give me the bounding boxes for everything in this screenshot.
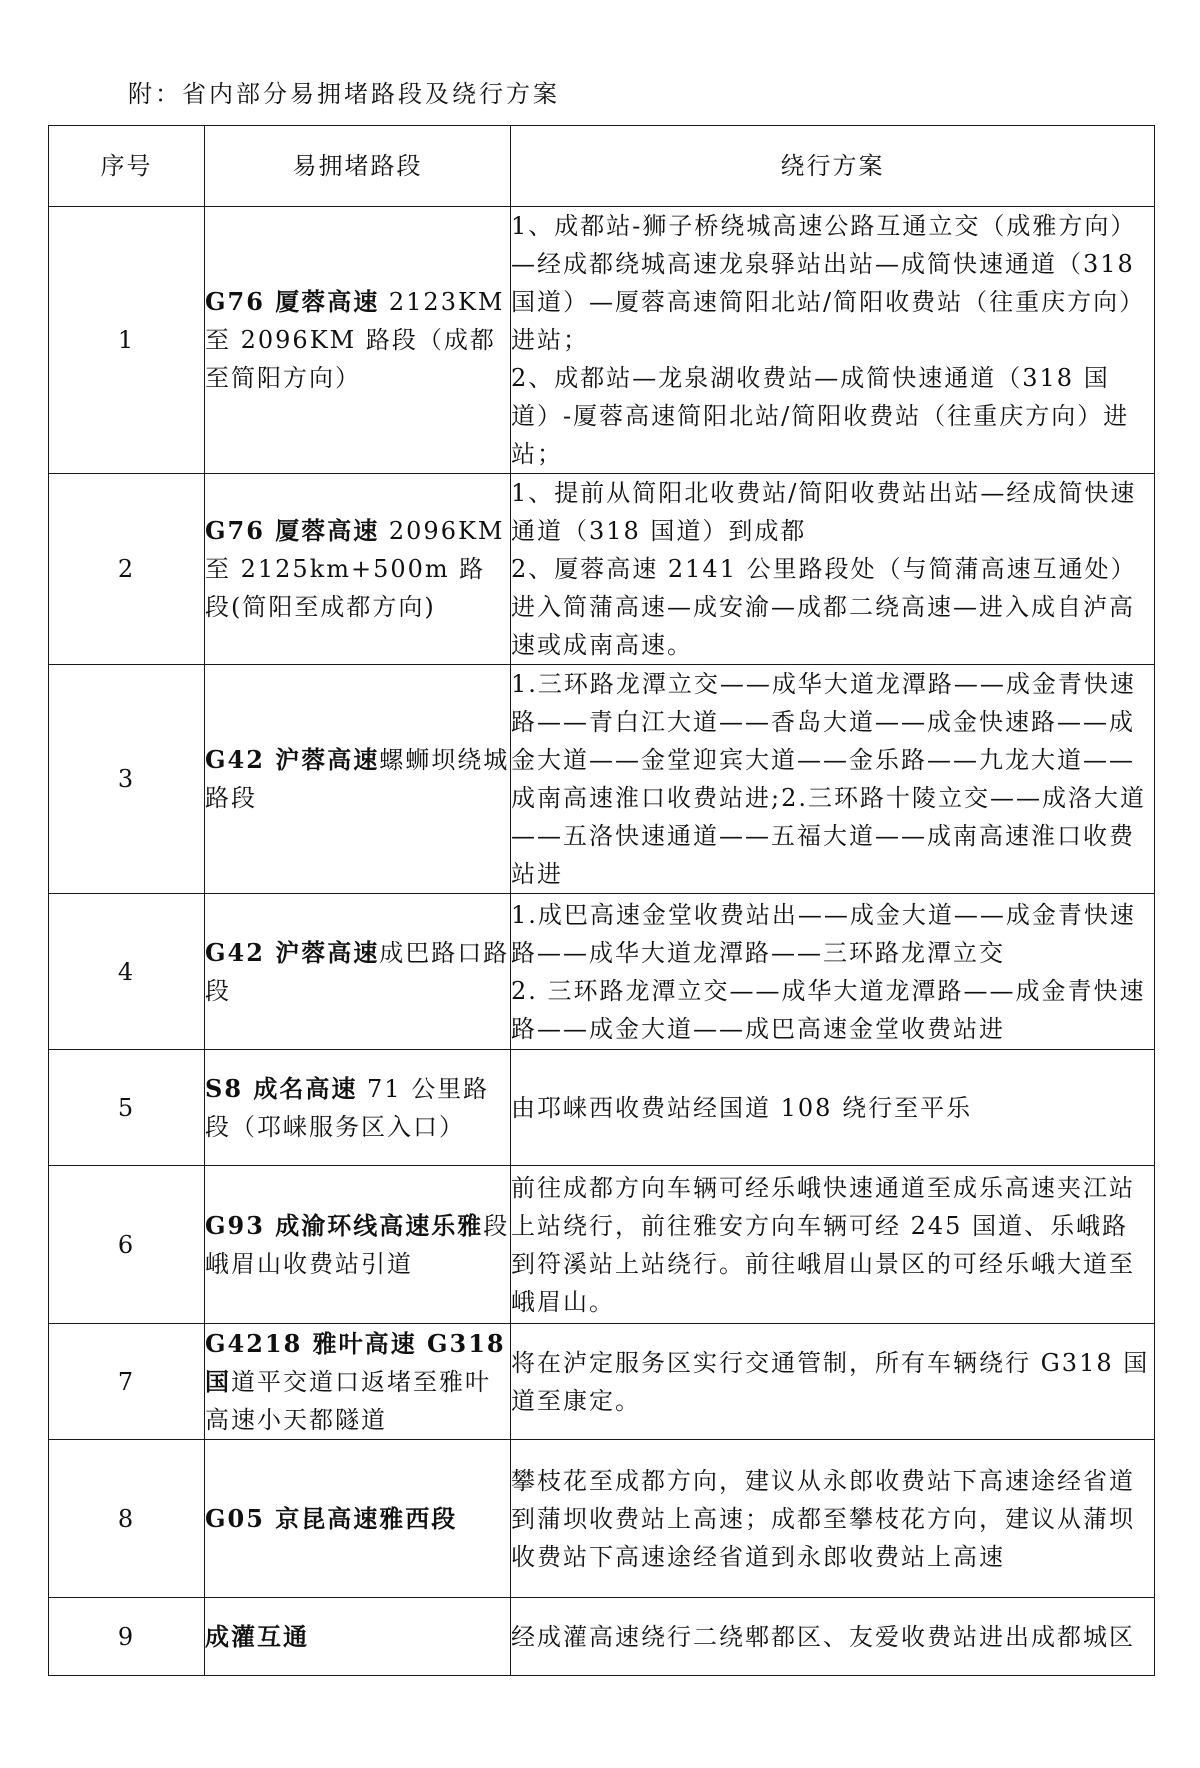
row-number: 8 [49, 1440, 205, 1598]
detour-plan [511, 665, 1155, 894]
detour-plan [511, 474, 1155, 665]
congested-segment [205, 665, 511, 894]
congested-segment [205, 474, 511, 665]
row-number: 2 [49, 474, 205, 665]
road-name: G76 厦蓉高速 [205, 516, 380, 545]
road-name: S8 成名高速 [205, 1073, 358, 1103]
detour-plan [511, 207, 1155, 474]
plan-step: 2. 三环路龙潭立交——成华大道龙潭路——成金青快速路——成金大道——成巴高速金堂收费站进 [511, 976, 1146, 1043]
table-row [49, 1440, 1155, 1598]
congested-segment [205, 1166, 511, 1324]
row-number: 5 [49, 1050, 205, 1166]
congested-segment [205, 1324, 511, 1440]
congested-segment [205, 1598, 511, 1676]
segment-detail: 2096KM 至 2125km+500m 路段(简阳至成都方向) [205, 517, 505, 621]
table-row [49, 474, 1155, 665]
segment-detail: 成巴路口路段 [205, 938, 510, 1005]
table-row [49, 1166, 1155, 1324]
road-name: G93 成渝环线高速乐雅 [205, 1210, 484, 1240]
row-number: 9 [49, 1598, 205, 1676]
table-row [49, 207, 1155, 474]
plan-step: 前往成都方向车辆可经乐峨快速通道至成乐高速夹江站上站绕行，前往雅安方向车辆可经 245 国道、乐峨路到符溪站上站绕行。前往峨眉山景区的可经乐峨大道至峨眉山。 [511, 1173, 1135, 1316]
header-no: 序号 [49, 126, 205, 207]
road-name: G05 京昆高速雅西段 [205, 1503, 458, 1533]
congested-segment [205, 1440, 511, 1598]
detour-plan [511, 1440, 1155, 1598]
row-number: 3 [49, 665, 205, 894]
road-name: 成灌互通 [205, 1621, 309, 1651]
row-number: 1 [49, 207, 205, 474]
segment-detail: 段峨眉山收费站引道 [205, 1211, 510, 1278]
road-name: G42 沪蓉高速 [205, 937, 380, 967]
plan-step: 经成灌高速绕行二绕郫都区、友爱收费站进出成都城区 [511, 1622, 1135, 1651]
plan-step: 攀枝花至成都方向，建议从永郎收费站下高速途经省道到蒲坝收费站上高速；成都至攀枝花方向，建议从蒲坝收费站下高速途经省道到永郎收费站上高速 [511, 1466, 1135, 1571]
plan-step: 1、提前从简阳北收费站/简阳收费站出站—经成简快速通道（318 国道）到成都 [511, 479, 1137, 545]
congested-segment [205, 207, 511, 474]
detour-plan-table [48, 125, 1155, 1676]
plan-step: 2、厦蓉高速 2141 公里路段处（与简蒲高速互通处）进入简蒲高速—成安渝—成都二绕高速—进入成自泸高速或成南高速。 [511, 555, 1137, 659]
row-number: 4 [49, 894, 205, 1050]
segment-detail: 道平交道口返堵至雅叶高速小天都隧道 [205, 1367, 491, 1434]
plan-step: 将在泸定服务区实行交通管制，所有车辆绕行 G318 国道至康定。 [511, 1348, 1150, 1415]
table-row [49, 665, 1155, 894]
plan-step: 1.三环路龙潭立交——成华大道龙潭路——成金青快速路——青白江大道——香岛大道——成金快速路——成金大道——金堂迎宾大道——金乐路——九龙大道——成南高速淮口收费站进;2.三环路十陵立交——成洛大道——五洛快速通道——五福大道——成南高速淮口收费站进 [511, 670, 1146, 888]
row-number: 7 [49, 1324, 205, 1440]
congested-segment [205, 1050, 511, 1166]
row-number: 6 [49, 1166, 205, 1324]
plan-step: 1.成巴高速金堂收费站出——成金大道——成金青快速路——成华大道龙潭路——三环路龙潭立交 [511, 900, 1136, 967]
table-row [49, 1324, 1155, 1440]
plan-step: 1、成都站-狮子桥绕城高速公路互通立交（成雅方向）—经成都绕城高速龙泉驿站出站—成简快速通道（318 国道）—厦蓉高速简阳北站/简阳收费站（往重庆方向）进站； [511, 212, 1146, 354]
table-row [49, 1050, 1155, 1166]
detour-plan [511, 1050, 1155, 1166]
header-segment: 易拥堵路段 [205, 126, 511, 207]
congested-segment [205, 894, 511, 1050]
detour-plan [511, 1598, 1155, 1676]
detour-plan [511, 894, 1155, 1050]
plan-step: 2、成都站—龙泉湖收费站—成简快速通道（318 国道）-厦蓉高速简阳北站/简阳收费站（往重庆方向）进站； [511, 364, 1130, 468]
table-header-row [49, 126, 1155, 207]
road-name: G4218 雅叶高速 G318 国 [205, 1328, 506, 1396]
table-row [49, 894, 1155, 1050]
header-plan: 绕行方案 [511, 126, 1155, 207]
detour-plan [511, 1166, 1155, 1324]
attachment-caption: 附：省内部分易拥堵路段及绕行方案 [128, 80, 560, 108]
table-row [49, 1598, 1155, 1676]
segment-detail: 螺蛳坝绕城路段 [205, 746, 510, 812]
detour-plan [511, 1324, 1155, 1440]
road-name: G42 沪蓉高速 [205, 745, 380, 774]
road-name: G76 厦蓉高速 [205, 287, 380, 316]
segment-detail: 2123KM 至 2096KM 路段（成都至简阳方向） [205, 288, 505, 392]
segment-detail: 71 公里路段（邛崃服务区入口） [205, 1074, 490, 1141]
plan-step: 由邛崃西收费站经国道 108 绕行至平乐 [511, 1093, 973, 1122]
